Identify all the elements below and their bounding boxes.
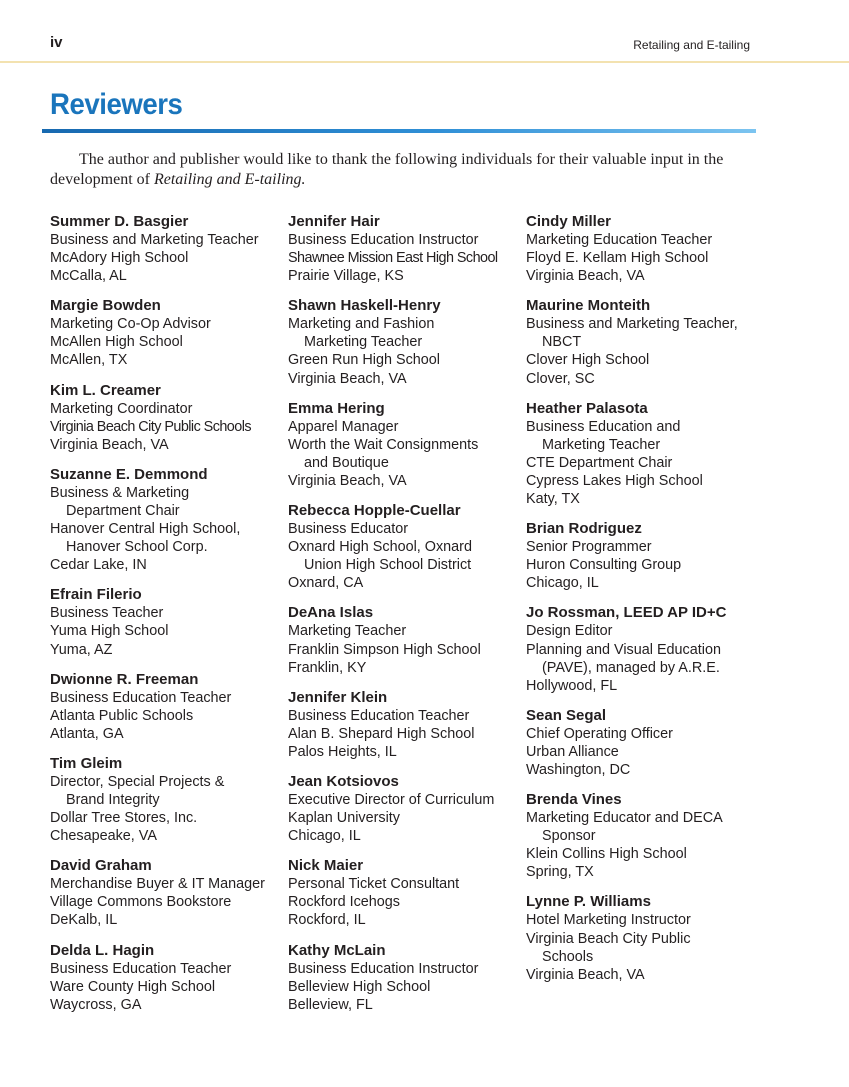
reviewer-name: Jo Rossman, LEED AP ID+C [526, 604, 727, 622]
reviewer-name: Jennifer Hair [288, 213, 380, 230]
reviewer-detail-line: Virginia Beach, VA [526, 268, 645, 285]
reviewer-detail-line: Chicago, IL [526, 575, 599, 592]
reviewer-detail-line: Marketing Teacher [542, 436, 661, 453]
reviewer-detail-line: Washington, DC [526, 761, 631, 778]
reviewer-detail-line: Business and Marketing Teacher [50, 232, 259, 248]
reviewer-column-3 [526, 213, 766, 996]
reviewer-detail-line: Chicago, IL [288, 828, 361, 845]
reviewer-entry [288, 502, 528, 592]
reviewer-detail-line: Executive Director of Curriculum [288, 791, 495, 808]
reviewer-detail-line: Floyd E. Kellam High School [526, 250, 709, 267]
page-title: Reviewers [50, 88, 183, 121]
page-header [0, 0, 849, 62]
reviewer-detail-line: Business Education Teacher [288, 707, 470, 724]
reviewer-entry [288, 857, 528, 929]
reviewer-name: Margie Bowden [50, 297, 161, 315]
reviewer-detail-line: Yuma High School [50, 623, 169, 640]
reviewer-entry [50, 942, 290, 1014]
reviewer-detail-line: and Boutique [304, 454, 389, 471]
reviewer-name: Dwionne R. Freeman [50, 670, 199, 688]
reviewer-detail-line: Business Education Instructor [288, 232, 479, 248]
reviewer-name: Suzanne E. Demmond [50, 465, 208, 483]
reviewer-detail-line: Planning and Visual Education [526, 641, 721, 658]
reviewer-name: Emma Hering [288, 399, 385, 417]
reviewer-detail-line: Palos Heights, IL [288, 743, 397, 760]
reviewer-name: David Graham [50, 857, 152, 875]
reviewer-entry [288, 773, 528, 845]
reviewer-detail-line: Worth the Wait Consignments [288, 436, 479, 453]
reviewer-entry [526, 791, 766, 881]
reviewer-name: Summer D. Basgier [50, 213, 189, 230]
reviewer-name: Jean Kotsiovos [288, 772, 399, 790]
reviewer-detail-line: DeKalb, IL [50, 912, 118, 929]
reviewer-detail-line: Business Education Teacher [50, 689, 232, 706]
reviewer-entry [288, 213, 528, 285]
reviewer-detail-line: Belleview High School [288, 978, 431, 995]
page-number: iv [50, 34, 63, 51]
reviewer-detail-line: Director, Special Projects & [50, 773, 225, 790]
reviewer-entry [288, 297, 528, 387]
reviewer-entry [526, 707, 766, 779]
reviewer-detail-line: Waycross, GA [50, 996, 142, 1013]
reviewer-detail-line: Ware County High School [50, 978, 216, 995]
reviewer-detail-line: Marketing Teacher [304, 334, 423, 351]
reviewer-entry [526, 213, 766, 285]
reviewer-detail-line: Virginia Beach, VA [288, 370, 407, 387]
reviewer-detail-line: Clover, SC [526, 370, 595, 387]
reviewer-detail-line: Business and Marketing Teacher, [526, 316, 738, 333]
reviewer-column-1 [50, 213, 290, 1026]
running-head: Retailing and E-tailing [633, 38, 750, 52]
intro-text: The author and publisher would like to thank the following individuals for their valuable input in the development of [50, 151, 724, 188]
reviewer-detail-line: Yuma, AZ [50, 641, 113, 658]
reviewer-entry [288, 689, 528, 761]
reviewer-entry [50, 755, 290, 845]
reviewer-name: Efrain Filerio [50, 586, 142, 604]
reviewer-detail-line: Marketing Coordinator [50, 400, 193, 417]
reviewer-detail-line: Rockford Icehogs [288, 894, 400, 911]
reviewer-detail-line: Department Chair [66, 502, 180, 519]
reviewer-detail-line: Franklin Simpson High School [288, 641, 481, 658]
reviewer-name: Rebecca Hopple-Cuellar [288, 502, 461, 520]
reviewer-detail-line: Clover High School [526, 352, 650, 369]
reviewer-detail-line: McAdory High School [50, 250, 189, 267]
reviewer-detail-line: Marketing Educator and DECA [526, 810, 723, 827]
reviewer-detail-line: Senior Programmer [526, 539, 652, 556]
reviewer-name: DeAna Islas [288, 604, 374, 622]
reviewer-detail-line: Atlanta, GA [50, 725, 124, 742]
reviewer-detail-line: Village Commons Bookstore [50, 894, 232, 911]
reviewer-detail-line: Virginia Beach, VA [288, 472, 407, 489]
reviewer-detail-line: Virginia Beach, VA [50, 436, 169, 453]
reviewer-detail-line: Personal Ticket Consultant [288, 876, 460, 893]
reviewer-name: Brian Rodriguez [526, 520, 642, 538]
reviewer-entry [526, 297, 766, 387]
reviewer-entry [526, 893, 766, 983]
reviewer-detail-line: Alan B. Shepard High School [288, 725, 475, 742]
reviewer-detail-line: Belleview, FL [288, 996, 373, 1013]
reviewer-name: Brenda Vines [526, 791, 622, 809]
reviewer-detail-line: Klein Collins High School [526, 846, 687, 863]
reviewer-detail-line: Virginia Beach City Public Schools [50, 418, 252, 435]
reviewer-detail-line: Virginia Beach, VA [526, 966, 645, 983]
reviewer-detail-line: Urban Alliance [526, 743, 619, 760]
reviewer-name: Jennifer Klein [288, 688, 388, 706]
reviewer-entry [50, 297, 290, 369]
reviewer-name: Lynne P. Williams [526, 893, 651, 911]
reviewer-name: Tim Gleim [50, 754, 123, 772]
reviewer-detail-line: Virginia Beach City Public [526, 930, 691, 947]
reviewer-detail-line: Oxnard High School, Oxnard [288, 539, 472, 556]
reviewer-detail-line: Marketing Education Teacher [526, 232, 713, 248]
reviewer-detail-line: Business Education Teacher [50, 960, 232, 977]
reviewer-detail-line: (PAVE), managed by A.R.E. [542, 659, 720, 676]
reviewer-detail-line: Shawnee Mission East High School [288, 250, 498, 267]
reviewer-detail-line: Huron Consulting Group [526, 557, 682, 574]
reviewer-detail-line: Hanover Central High School, [50, 521, 241, 538]
reviewer-detail-line: Green Run High School [288, 352, 440, 369]
reviewer-detail-line: Marketing and Fashion [288, 316, 435, 333]
reviewer-detail-line: Spring, TX [526, 864, 594, 881]
reviewer-entry [50, 213, 290, 285]
reviewer-name: Delda L. Hagin [50, 941, 155, 959]
reviewer-detail-line: CTE Department Chair [526, 454, 673, 471]
reviewer-detail-line: Marketing Teacher [288, 623, 407, 640]
reviewer-entry [50, 466, 290, 574]
reviewer-detail-line: Dollar Tree Stores, Inc. [50, 810, 198, 827]
reviewer-detail-line: Union High School District [304, 557, 472, 574]
reviewer-detail-line: Chesapeake, VA [50, 828, 157, 845]
reviewer-name: Kathy McLain [288, 941, 386, 959]
reviewer-detail-line: Cedar Lake, IN [50, 557, 147, 574]
reviewer-detail-line: Kaplan University [288, 810, 400, 827]
reviewer-entry [50, 382, 290, 454]
header-divider [0, 61, 849, 63]
reviewer-detail-line: Design Editor [526, 623, 613, 640]
reviewer-entry [50, 671, 290, 743]
reviewer-entry [50, 857, 290, 929]
reviewer-detail-line: Merchandise Buyer & IT Manager [50, 876, 265, 893]
reviewer-detail-line: Marketing Co-Op Advisor [50, 316, 211, 333]
reviewer-detail-line: Cypress Lakes High School [526, 472, 703, 489]
reviewer-entry [288, 400, 528, 490]
reviewer-detail-line: Schools [542, 948, 594, 965]
reviewer-name: Heather Palasota [526, 399, 648, 417]
reviewer-detail-line: Hollywood, FL [526, 677, 618, 694]
reviewer-detail-line: Business Teacher [50, 605, 164, 622]
title-underline [42, 129, 756, 133]
reviewer-entry [288, 604, 528, 676]
reviewer-detail-line: Business Education and [526, 418, 681, 435]
reviewer-column-2 [288, 213, 528, 1026]
reviewer-detail-line: Atlanta Public Schools [50, 707, 194, 724]
intro-paragraph [50, 150, 750, 190]
reviewer-detail-line: Chief Operating Officer [526, 725, 673, 742]
reviewer-detail-line: Business & Marketing [50, 484, 190, 501]
reviewer-detail-line: Katy, TX [526, 491, 580, 508]
reviewer-name: Kim L. Creamer [50, 381, 161, 399]
reviewer-entry [526, 604, 766, 694]
reviewer-detail-line: McAllen, TX [50, 352, 128, 369]
reviewer-detail-line: Business Education Instructor [288, 960, 479, 977]
reviewer-detail-line: Hotel Marketing Instructor [526, 912, 691, 929]
reviewer-entry [526, 520, 766, 592]
reviewer-name: Shawn Haskell-Henry [288, 297, 441, 315]
reviewer-detail-line: Oxnard, CA [288, 575, 364, 592]
reviewer-detail-line: Hanover School Corp. [66, 539, 208, 556]
reviewer-name: Cindy Miller [526, 213, 612, 230]
book-title: Retailing and E-tailing. [153, 171, 306, 188]
reviewer-detail-line: McCalla, AL [50, 268, 127, 285]
reviewer-detail-line: Rockford, IL [288, 912, 366, 929]
reviewer-detail-line: Business Educator [288, 521, 408, 538]
reviewer-name: Maurine Monteith [526, 297, 651, 315]
reviewer-detail-line: NBCT [542, 334, 582, 351]
reviewer-detail-line: Franklin, KY [288, 659, 367, 676]
reviewer-detail-line: Apparel Manager [288, 418, 399, 435]
reviewer-name: Nick Maier [288, 857, 364, 875]
reviewer-detail-line: McAllen High School [50, 334, 183, 351]
reviewer-detail-line: Prairie Village, KS [288, 268, 404, 285]
reviewer-entry [288, 942, 528, 1014]
reviewer-entry [526, 400, 766, 508]
reviewer-name: Sean Segal [526, 706, 607, 724]
reviewer-entry [50, 586, 290, 658]
reviewer-detail-line: Sponsor [542, 828, 596, 845]
reviewer-detail-line: Brand Integrity [66, 791, 160, 808]
